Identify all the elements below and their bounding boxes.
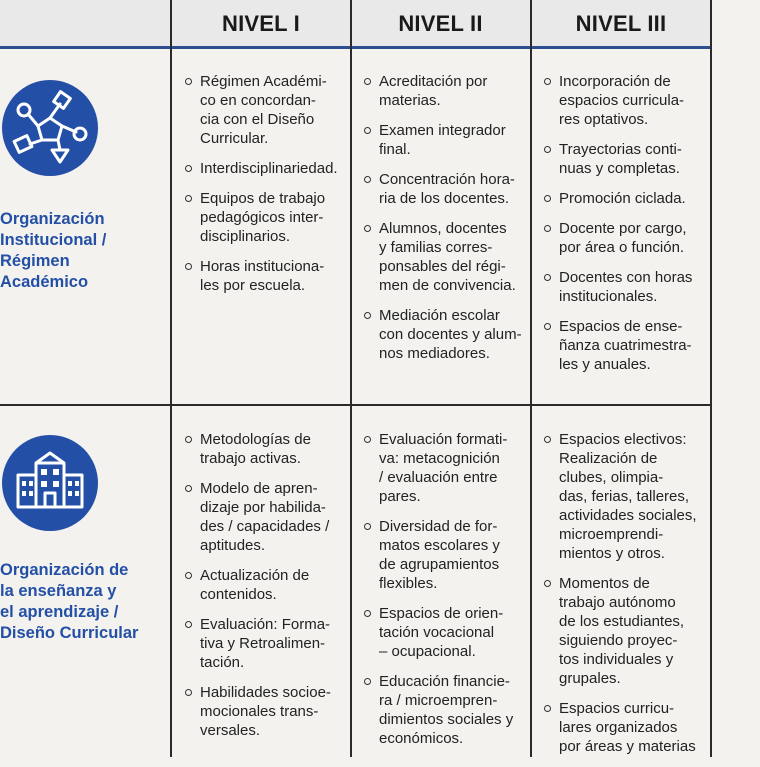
header-nivel-2: NIVEL II: [398, 11, 483, 36]
list-item: Mediación escolar con docentes y alum- nos mediadores.: [357, 306, 529, 363]
list-item: Modelo de apren- dizaje por habilida- des / capacidades / aptitudes.: [178, 479, 350, 555]
list-item: Trayectorias conti- nuas y completas.: [537, 140, 709, 178]
list-item: Metodologías de trabajo activas.: [178, 430, 350, 468]
list-item: Promoción ciclada.: [537, 189, 709, 208]
list-item: Actualización de contenidos.: [178, 566, 350, 604]
list-item: Alumnos, docentes y familias corres- ponsables del régi- men de convivencia.: [357, 219, 529, 295]
list-row2-nivel3: [537, 430, 709, 767]
row-divider: [0, 404, 711, 406]
list-item: Espacios de ense- ñanza cuatrimestra- les y anuales.: [537, 317, 709, 374]
header-nivel-1: NIVEL I: [221, 11, 300, 36]
list-row1-nivel2: [357, 72, 529, 374]
list-item: Espacios electivos: Realización de clubes, olimpia- das, ferias, talleres, actividades sociales, microemprendi- mientos y otros.: [537, 430, 709, 563]
list-item: Docentes con horas institucionales.: [537, 268, 709, 306]
column-divider: [170, 0, 172, 757]
list-item: Régimen Académi- co en concordan- cia con el Diseño Curricular.: [178, 72, 350, 148]
list-item: Horas instituciona- les por escuela.: [178, 257, 350, 295]
list-row2-nivel1: [178, 430, 350, 751]
list-item: Concentración hora- ria de los docentes.: [357, 170, 529, 208]
list-item: Incorporación de espacios curricula- res optativos.: [537, 72, 709, 129]
category-label: Organización de la enseñanza y el aprendizaje / Diseño Curricular: [0, 561, 139, 642]
list-item: Espacios de orien- tación vocacional – ocupacional.: [357, 604, 529, 661]
list-item: Espacios curricu- lares organizados por áreas y materias: [537, 699, 709, 756]
list-item: Docente por cargo, por área o función.: [537, 219, 709, 257]
list-item: Interdisciplinariedad.: [178, 159, 350, 178]
network-icon: [2, 80, 98, 176]
list-item: Evaluación: Forma- tiva y Retroalimen- tación.: [178, 615, 350, 672]
list-item: Educación financie- ra / microempren- dimientos sociales y económicos.: [357, 672, 529, 748]
list-item: Examen integrador final.: [357, 121, 529, 159]
column-divider: [350, 0, 352, 757]
list-row2-nivel2: [357, 430, 529, 759]
list-item: Habilidades socioe- mocionales trans- versales.: [178, 683, 350, 740]
category-label: Organización Institucional / Régimen Académico: [0, 210, 107, 291]
list-row1-nivel1: [178, 72, 350, 306]
column-divider: [710, 0, 712, 757]
column-divider: [530, 0, 532, 757]
list-item: Momentos de trabajo autónomo de los estudiantes, siguiendo proyec- tos individuales y grupales.: [537, 574, 709, 688]
header-nivel-3: NIVEL III: [575, 11, 667, 36]
school-building-icon: [2, 435, 98, 531]
list-item: Acreditación por materias.: [357, 72, 529, 110]
list-item: Diversidad de for- matos escolares y de agrupamientos flexibles.: [357, 517, 529, 593]
header-rule: [0, 46, 711, 49]
list-item: Equipos de trabajo pedagógicos inter- disciplinarios.: [178, 189, 350, 246]
list-item: Evaluación formati- va: metacognición / evaluación entre pares.: [357, 430, 529, 506]
list-row1-nivel3: [537, 72, 709, 385]
